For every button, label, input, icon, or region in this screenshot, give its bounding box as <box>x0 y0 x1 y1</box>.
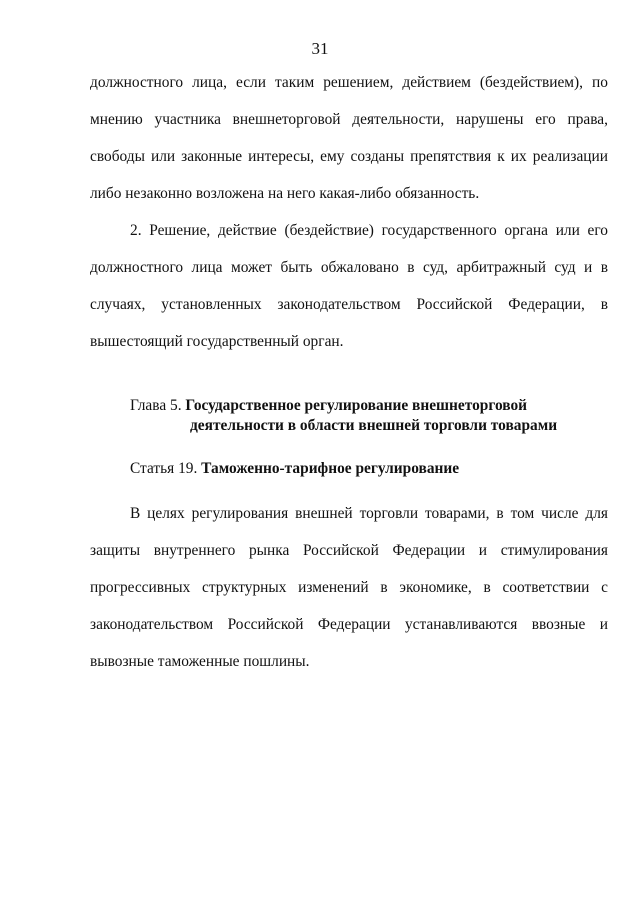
chapter-title-line-1: Государственное регулирование внешнеторговой <box>185 397 528 414</box>
article-title: Таможенно-тарифное регулирование <box>201 460 460 477</box>
article-prefix: Статья 19. <box>130 460 202 477</box>
chapter-prefix: Глава 5. <box>130 397 186 414</box>
chapter-title-line-2: деятельности в области внешней торговли товарами <box>190 417 558 434</box>
chapter-heading <box>130 396 557 436</box>
paragraph-continuation: должностного лица, если таким решением, действием (бездействием), по мнению участника внешнеторговой деятельности, нарушены его права, свободы или законные интересы, ему созданы препятствия к их реализации либо незаконно возложена на него какая-либо обязанность. <box>90 74 608 202</box>
paragraph-item-2: 2. Решение, действие (бездействие) государственного органа или его должностного лица может быть обжаловано в суд, арбитражный суд и в случаях, установленных законодательством Российской Федерации, в вышестоящий государственный орган. <box>90 222 608 350</box>
article-heading <box>130 459 459 479</box>
page-number: 31 <box>311 39 329 58</box>
paragraph-article-19-body: В целях регулирования внешней торговли товарами, в том числе для защиты внутреннего рынка Российской Федерации и стимулирования прогрессивных структурных изменений в экономике, в соответствии с законодательством Российской Федерации устанавливаются ввозные и вывозные таможенные пошлины. <box>90 505 608 670</box>
